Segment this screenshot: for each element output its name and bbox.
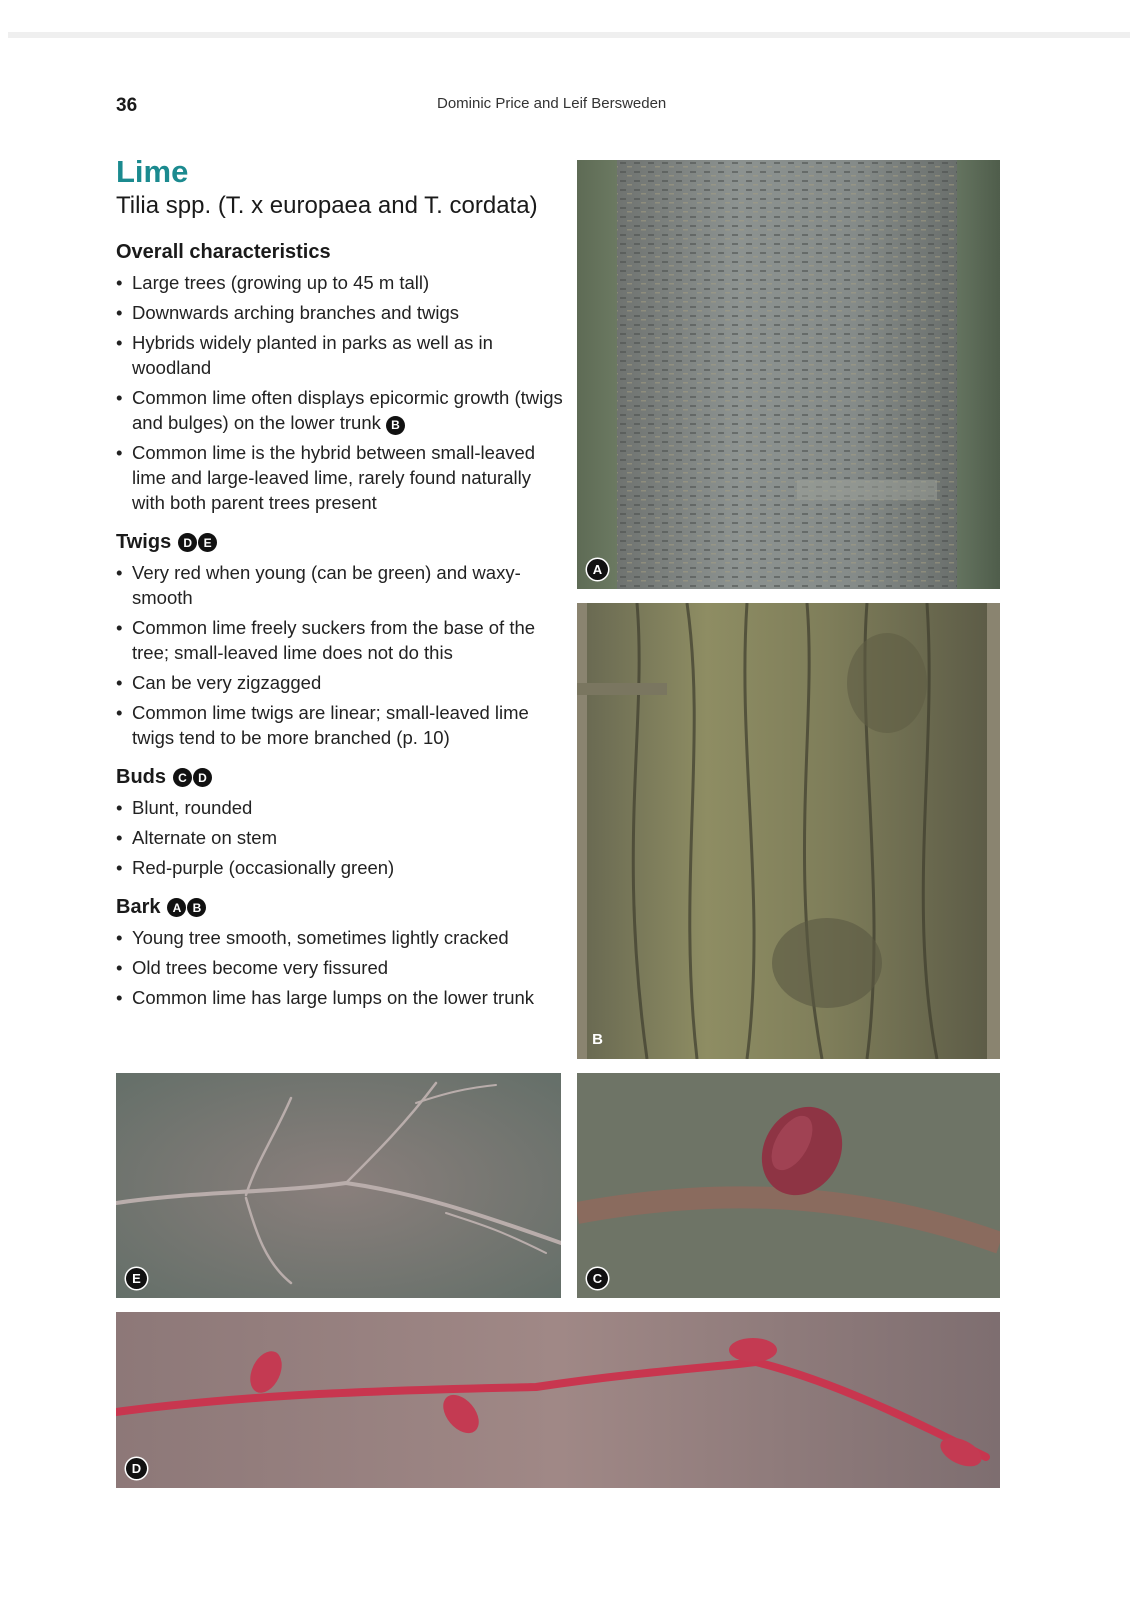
- photo-label: C: [587, 1268, 608, 1289]
- species-latin: Tilia spp. (T. x europaea and T. cordata): [116, 192, 538, 220]
- list-item: • Large trees (growing up to 45 m tall): [116, 270, 566, 295]
- photo-twig-branched: [116, 1073, 561, 1298]
- bullet-list: [116, 925, 566, 1010]
- figure-ref: E: [198, 533, 217, 552]
- photo-label: A: [587, 559, 608, 580]
- section-heading: Buds C D: [116, 766, 566, 789]
- photo-label: E: [126, 1268, 147, 1289]
- text-column: [116, 150, 566, 1026]
- list-item: • Red-purple (occasionally green): [116, 855, 566, 880]
- species-title: Lime: [116, 154, 189, 189]
- list-item: • Common lime freely suckers from the base of the tree; small-leaved lime does not do this: [116, 615, 566, 665]
- figure-ref: B: [187, 898, 206, 917]
- figure-ref: D: [178, 533, 197, 552]
- list-item: • Alternate on stem: [116, 825, 566, 850]
- bullet-list: [116, 560, 566, 750]
- photo-label: D: [126, 1458, 147, 1479]
- section-twigs: [116, 531, 566, 750]
- photo-young-bark: [577, 160, 1000, 589]
- list-item: • Downwards arching branches and twigs: [116, 300, 566, 325]
- list-item: • Common lime has large lumps on the lower trunk: [116, 985, 566, 1010]
- figure-ref: D: [193, 768, 212, 787]
- photo-bud: [577, 1073, 1000, 1298]
- list-item: • Can be very zigzagged: [116, 670, 566, 695]
- list-item: • Young tree smooth, sometimes lightly cracked: [116, 925, 566, 950]
- section-heading: Twigs D E: [116, 531, 566, 554]
- figure-ref: B: [386, 416, 405, 435]
- top-rule: [8, 32, 1130, 38]
- photo-red-twig: [116, 1312, 1000, 1488]
- section-bark: [116, 896, 566, 1010]
- section-buds: [116, 766, 566, 880]
- section-heading: Overall characteristics: [116, 241, 331, 264]
- running-head: Dominic Price and Leif Bersweden: [437, 95, 667, 112]
- list-item: • Hybrids widely planted in parks as well as in woodland: [116, 330, 566, 380]
- list-item: • Common lime often displays epicormic growth (twigs and bulges) on the lower trunk B: [116, 385, 566, 435]
- bullet-list: [116, 270, 566, 515]
- bullet-list: [116, 795, 566, 880]
- section-heading: Bark A B: [116, 896, 566, 919]
- photo-label: B: [592, 1031, 603, 1048]
- photo-old-bark: [577, 603, 1000, 1059]
- list-item: • Common lime twigs are linear; small-leaved lime twigs tend to be more branched (p. 10): [116, 700, 566, 750]
- section-overall: [116, 241, 566, 515]
- list-item: • Blunt, rounded: [116, 795, 566, 820]
- list-item: • Common lime is the hybrid between small-leaved lime and large-leaved lime, rarely found naturally with both parent trees present: [116, 440, 566, 515]
- list-item: • Very red when young (can be green) and waxy-smooth: [116, 560, 566, 610]
- list-item: • Old trees become very fissured: [116, 955, 566, 980]
- figure-ref: A: [167, 898, 186, 917]
- figure-ref: C: [173, 768, 192, 787]
- page-number: 36: [116, 95, 138, 116]
